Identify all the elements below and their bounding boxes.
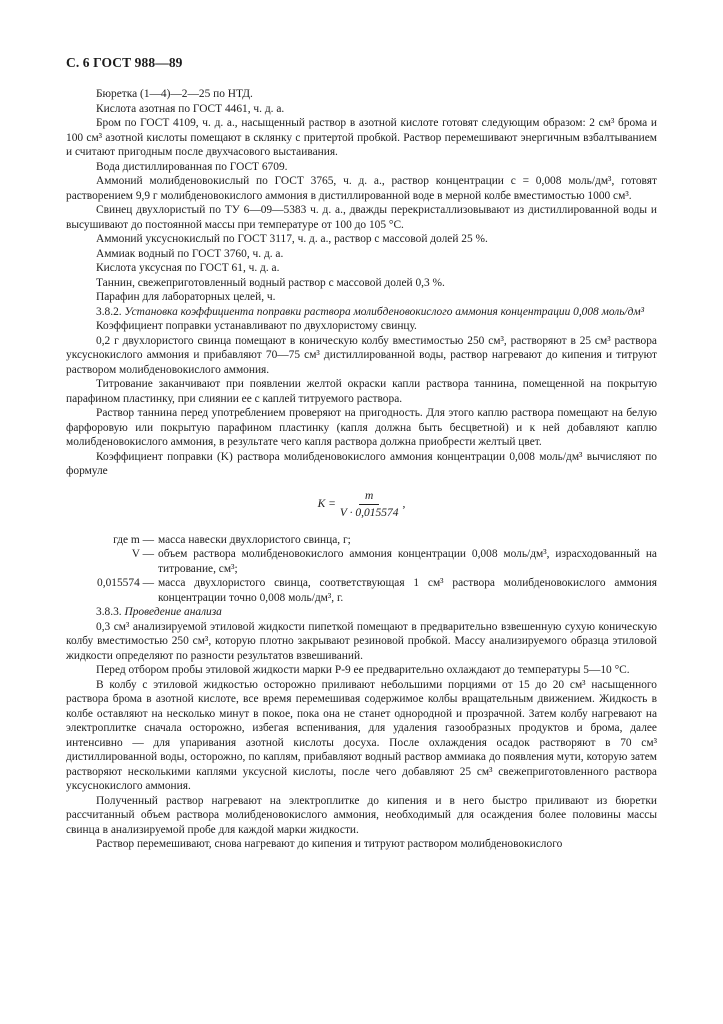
formula-lhs: K =	[317, 498, 336, 511]
paragraph: Аммиак водный по ГОСТ 3760, ч. д. а.	[96, 247, 284, 260]
document-body	[66, 87, 657, 852]
section-title: Установка коэффициента поправки раствора молибденовокислого аммония концентрации 0,008 моль/дм³	[124, 305, 645, 318]
section-title: Проведение анализа	[124, 606, 222, 618]
definition-symbol: 0,015574 —	[97, 577, 154, 589]
paragraph: Раствор перемешивают, снова нагревают до кипения и титруют раствором молибденовокислого	[96, 838, 563, 850]
definition-text: масса двухлористого свинца, соответствующая 1 см³ раствора молибденовокислого аммония концентрации точно 0,008 моль/дм³, г.	[158, 577, 657, 604]
paragraph: Коэффициент поправки (K) раствора молибденовокислого аммония концентрации 0,008 моль/дм³ вычисляют по формуле	[66, 450, 657, 477]
page-header: С. 6 ГОСТ 988—89	[66, 55, 183, 70]
paragraph: Кислота уксусная по ГОСТ 61, ч. д. а.	[96, 262, 280, 274]
paragraph: Аммоний уксуснокислый по ГОСТ 3117, ч. д. а., раствор с массовой долей 25 %.	[96, 233, 488, 245]
formula-tail: ,	[402, 498, 406, 511]
paragraph: 0,3 см³ анализируемой этиловой жидкости пипеткой помещают в предварительно взвешенную сухую коническую колбу вместимостью 250 см³, которую плотно закрывают резиновой пробкой. Массу анализируемого образца этиловой жидкости определяют по разности результатов взвешиваний.	[66, 620, 657, 662]
section-number: 3.8.3.	[96, 606, 122, 618]
section-number: 3.8.2.	[96, 305, 122, 318]
formula	[66, 489, 657, 521]
paragraph: Перед отбором пробы этиловой жидкости марки Р-9 ее предварительно охлаждают до температуры 5—10 °С.	[96, 664, 630, 676]
definitions-list	[66, 533, 657, 606]
paragraph: В колбу с этиловой жидкостью осторожно приливают небольшими порциями от 15 до 20 см³ насыщенного раствора брома в азотной кислоте, все время перемешивая содержимое колбы вращательным движением. Жидкость в колбе оставляют на несколько минут в покое, пока она не станет однородной и прозрачной. Затем колбу нагревают на электроплитке сначала осторожно, избегая вспенивания, для удаления газообразных продуктов и брома, далее интенсивно — для упаривания азотной кислоты досуха. После охлаждения осадок растворяют в 70 см³ дистиллированной воды, осторожно, по каплям, прибавляют водный раствор аммиака до появления мути, которую затем растворяют несколькими каплями уксусной кислоты, после чего добавляют 25 см³ свежеприготовленного раствора уксуснокислого аммония.	[66, 678, 657, 792]
paragraph: Вода дистиллированная по ГОСТ 6709.	[96, 160, 288, 173]
definition-item	[66, 547, 657, 576]
section-heading-3-8-2	[66, 305, 657, 320]
paragraph: Бюретка (1—4)—2—25 по НТД.	[96, 88, 253, 100]
definition-text: масса навески двухлористого свинца, г;	[158, 533, 351, 546]
definition-item	[66, 533, 657, 548]
definition-symbol: V —	[131, 548, 154, 560]
paragraph: Коэффициент поправки устанавливают по двухлористому свинцу.	[96, 320, 417, 332]
definition-symbol: где m —	[113, 533, 154, 546]
formula-denominator: V · 0,015574	[339, 507, 399, 519]
formula-fraction	[340, 489, 399, 521]
paragraph: Титрование заканчивают при появлении желтой окраски капли раствора таннина, помещенной на покрытую парафином пластинку, при слиянии ее с каплей титруемого раствора.	[66, 378, 657, 405]
paragraph: Свинец двухлористый по ТУ 6—09—5383 ч. д. а., дважды перекристаллизовывают из дистиллированной воды и высушивают до постоянной массы при температуре от 100 до 105 °С.	[66, 204, 657, 231]
definition-item	[66, 576, 657, 605]
formula-numerator: m	[359, 489, 379, 506]
section-heading-3-8-3	[66, 605, 657, 620]
definition-text: объем раствора молибденовокислого аммония концентрации 0,008 моль/дм³, израсходованный на титрование, см³;	[158, 548, 657, 575]
paragraph: Кислота азотная по ГОСТ 4461, ч. д. а.	[96, 102, 285, 115]
paragraph: Парафин для лабораторных целей, ч.	[96, 291, 276, 303]
paragraph: Аммоний молибденовокислый по ГОСТ 3765, ч. д. а., раствор концентрации c = 0,008 моль/дм³, готовят растворением 9,9 г молибденовокислого аммония в дистиллированной воде в мерной колбе вместимостью 1000 см³.	[66, 175, 657, 202]
paragraph: Бром по ГОСТ 4109, ч. д. а., насыщенный раствор в азотной кислоте готовят следующим образом: 2 см³ брома и 100 см³ азотной кислоты помещают в склянку с притертой пробкой. Раствор перемешивают энергичным взбалтыванием и считают пригодным после двухчасового выстаивания.	[66, 117, 657, 158]
paragraph: Раствор таннина перед употреблением проверяют на пригодность. Для этого каплю раствора помещают на белую фарфоровую или покрытую парафином пластинку (капля должна быть бесцветной) и к ней добавляют каплю молибденовокислого аммония, в результате чего капля раствора должна приобрести желтый цвет.	[66, 407, 657, 448]
paragraph: 0,2 г двухлористого свинца помещают в коническую колбу вместимостью 250 см³, растворяют в 25 см³ раствора уксуснокислого аммония и прибавляют 70—75 см³ дистиллированной воды, раствор нагревают до кипения и титруют раствором молибденовокислого аммония.	[66, 334, 657, 376]
paragraph: Таннин, свежеприготовленный водный раствор с массовой долей 0,3 %.	[96, 276, 445, 289]
paragraph: Полученный раствор нагревают на электроплитке до кипения и в него быстро приливают из бюретки рассчитанный объем раствора молибденовокислого аммония, необходимый для осаждения более половины массы свинца в анализируемой пробе для каждой марки жидкости.	[66, 794, 657, 836]
